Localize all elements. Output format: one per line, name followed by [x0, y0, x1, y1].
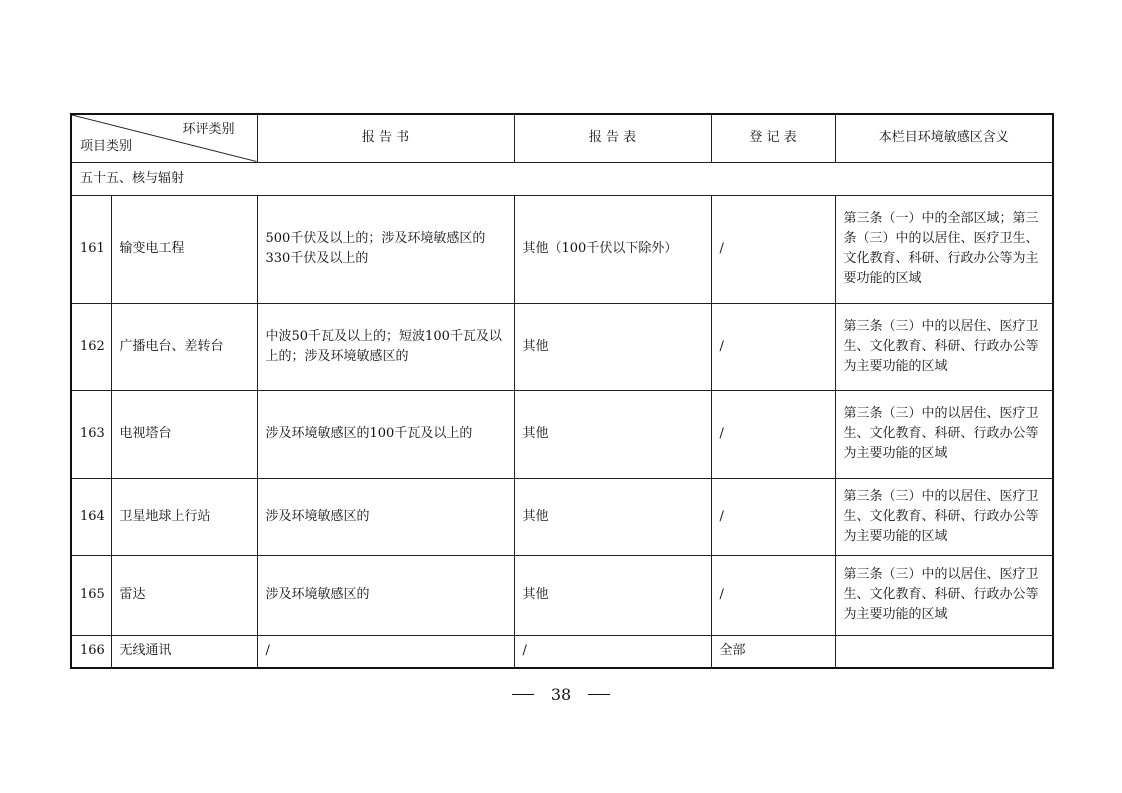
col-meaning: 本栏目环境敏感区含义: [835, 114, 1053, 162]
report-form-cell: /: [514, 635, 711, 668]
right-dash: [588, 694, 610, 695]
section-title: 五十五、核与辐射: [71, 162, 1053, 195]
registration-cell: /: [711, 555, 835, 635]
col-registration: 登 记 表: [711, 114, 835, 162]
project-name: 卫星地球上行站: [111, 478, 257, 555]
report-book-cell: 涉及环境敏感区的: [257, 555, 514, 635]
report-book-cell: 中波50千瓦及以上的；短波100千瓦及以上的；涉及环境敏感区的: [257, 303, 514, 390]
registration-cell: /: [711, 195, 835, 303]
meaning-cell: 第三条（三）中的以居住、医疗卫生、文化教育、科研、行政办公等为主要功能的区域: [835, 478, 1053, 555]
col-report-form: 报 告 表: [514, 114, 711, 162]
section-row: [71, 162, 1053, 195]
page-number: 38: [550, 685, 572, 704]
row-number: 165: [71, 555, 111, 635]
left-dash: [512, 694, 534, 695]
project-name: 电视塔台: [111, 390, 257, 478]
registration-cell: /: [711, 478, 835, 555]
page-number-footer: [0, 684, 1122, 704]
report-form-cell: 其他: [514, 303, 711, 390]
registration-cell: /: [711, 390, 835, 478]
report-form-cell: 其他（100千伏以下除外）: [514, 195, 711, 303]
report-book-cell: /: [257, 635, 514, 668]
table-row: [71, 478, 1053, 555]
table-row: [71, 303, 1053, 390]
meaning-cell: 第三条（三）中的以居住、医疗卫生、文化教育、科研、行政办公等为主要功能的区域: [835, 303, 1053, 390]
table-row: [71, 390, 1053, 478]
col-report-book: 报 告 书: [257, 114, 514, 162]
meaning-cell: 第三条（三）中的以居住、医疗卫生、文化教育、科研、行政办公等为主要功能的区域: [835, 390, 1053, 478]
row-number: 164: [71, 478, 111, 555]
report-form-cell: 其他: [514, 555, 711, 635]
registration-cell: 全部: [711, 635, 835, 668]
row-number: 163: [71, 390, 111, 478]
report-book-cell: 涉及环境敏感区的100千瓦及以上的: [257, 390, 514, 478]
report-book-cell: 500千伏及以上的；涉及环境敏感区的330千伏及以上的: [257, 195, 514, 303]
classification-table: [70, 113, 1054, 669]
report-form-cell: 其他: [514, 390, 711, 478]
meaning-cell: 第三条（一）中的全部区域；第三条（三）中的以居住、医疗卫生、文化教育、科研、行政办公等为主要功能的区域: [835, 195, 1053, 303]
meaning-cell: 第三条（三）中的以居住、医疗卫生、文化教育、科研、行政办公等为主要功能的区域: [835, 555, 1053, 635]
meaning-cell: [835, 635, 1053, 668]
table-row: [71, 195, 1053, 303]
row-number: 166: [71, 635, 111, 668]
corner-bottom-label: 项目类别: [80, 138, 133, 154]
project-name: 无线通讯: [111, 635, 257, 668]
header-row: [71, 114, 1053, 162]
corner-top-label: 环评类别: [182, 122, 235, 137]
diagonal-header-cell: [71, 114, 257, 162]
project-name: 广播电台、差转台: [111, 303, 257, 390]
row-number: 162: [71, 303, 111, 390]
table-row: [71, 555, 1053, 635]
table-row: [71, 635, 1053, 668]
report-form-cell: 其他: [514, 478, 711, 555]
registration-cell: /: [711, 303, 835, 390]
project-name: 输变电工程: [111, 195, 257, 303]
report-book-cell: 涉及环境敏感区的: [257, 478, 514, 555]
row-number: 161: [71, 195, 111, 303]
project-name: 雷达: [111, 555, 257, 635]
